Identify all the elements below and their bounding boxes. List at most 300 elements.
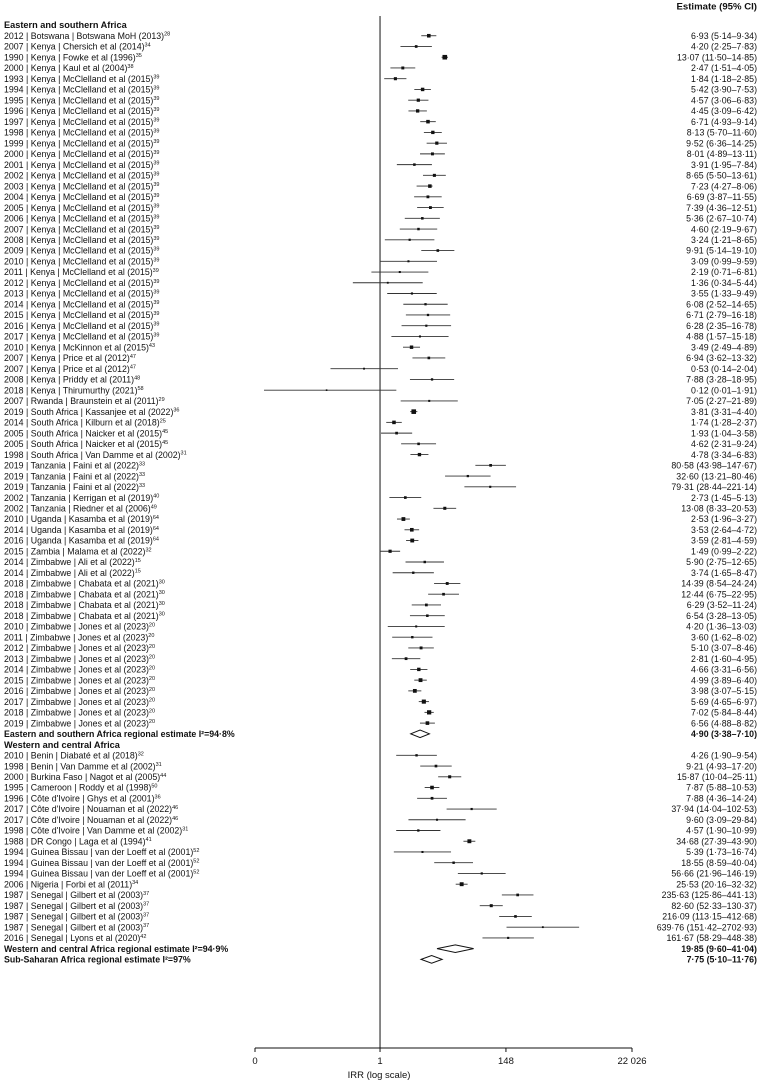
study-label: 2007 | Kenya | Price et al $(2012)^{47}$ [4,353,136,364]
study-label: 2010 | Uganda | Kasamba et al $(2019)^{64}$ [4,514,159,525]
point-estimate [417,668,420,671]
reference-superscript: 39 [152,268,159,275]
study-label: 2015 | Zimbabwe | Jones et al $(2023)^{20}$ [4,675,156,686]
estimate-value: 6·93 (5·14–9·34) [690,30,757,41]
point-estimate [514,915,517,918]
study-label: 2018 | Zimbabwe | Chabata et al $(2021)^{30}$ [4,600,165,611]
study-label: 1994 | Guinea Bissau | van der Loeff et al $(2001)^{52}$ [4,857,200,868]
reference-superscript: 37 [143,901,150,908]
reference-superscript: 20 [148,708,156,715]
estimate-value: 7·02 (5·84–8·44) [690,707,757,718]
study-label: 2014 | Uganda | Kasamba et al $(2019)^{64}$ [4,524,159,535]
point-estimate [433,174,436,177]
estimate-value: 3·81 (3·31–4·40) [690,406,757,417]
reference-superscript: 64 [152,515,159,522]
reference-superscript: 20 [148,676,156,683]
estimate-value: 6·28 (2·35–16·78) [686,320,757,331]
reference-superscript: 39 [153,289,160,296]
estimate-value: 4·88 (1·57–15·18) [686,331,757,342]
reference-superscript: 39 [153,321,160,328]
estimate-value: 15·87 (10·04–25·11) [676,772,757,782]
study-label: 1987 | Senegal | Gilbert et al $(2003)^{37}$ [4,911,150,922]
estimate-value: 79·31 (28·44–221·14) [671,482,757,493]
reference-superscript: 64 [152,536,159,543]
estimate-value: 5·90 (2·75–12·65) [686,557,757,568]
regional-diamond [437,945,474,953]
study-label: 2006 | Nigeria | Forbi et al $(2011)^{34}$ [4,879,139,890]
estimate-column-header: Estimate (95% CI) [676,1,757,13]
point-estimate [363,368,365,370]
estimate-value: 6·69 (3·87–11·55) [686,192,757,203]
point-estimate [467,475,469,477]
point-estimate [421,217,424,220]
estimate-value: 7·88 (4·36–14·24) [686,793,757,804]
reference-superscript: 31 [182,826,189,833]
study-label: 2002 | Kenya | McClelland et al $(2015)^{39}$ [4,170,160,181]
reference-superscript: 44 [160,772,167,779]
estimate-value: 9·60 (3·09–29·84) [686,814,757,825]
reference-superscript: 52 [193,847,200,854]
point-estimate [460,882,464,886]
study-label: 2019 | South Africa | Kassanjee et al $(2022)^{36}$ [4,406,180,417]
estimate-value: 9·52 (6·36–14·25) [686,138,757,149]
study-label: 2012 | Kenya | McClelland et al $(2015)^{39}$ [4,277,160,288]
estimate-value: 18·55 (8·59–40·04) [681,857,757,868]
estimate-value: 4·26 (1·90–9·54) [690,750,757,761]
reference-superscript: 47 [129,364,136,371]
point-estimate [428,400,430,402]
reference-superscript: 39 [153,74,160,81]
estimate-value: 161·67 (58·29–448·38) [666,933,757,944]
estimate-value: 9·91 (5·14–19·10) [686,245,757,256]
point-estimate [443,507,446,510]
reference-superscript: 28 [164,31,171,38]
estimate-value: 5·39 (1·73–16·74) [686,847,757,858]
estimate-value: 1·93 (1·04–3·58) [690,428,757,439]
reference-superscript: 40 [153,493,160,500]
regional-estimate-label: Sub-Saharan Africa regional estimate I²=97% [4,954,191,965]
reference-superscript: 39 [153,203,160,210]
reference-superscript: 39 [153,192,160,199]
study-label: 1993 | Kenya | McClelland et al $(2015)^{39}$ [4,73,160,84]
point-estimate [413,689,417,693]
reference-superscript: 20 [148,697,156,704]
reference-superscript: 39 [153,171,160,178]
estimate-value: 3·49 (2·49–4·89) [690,342,757,353]
point-estimate [422,700,426,704]
reference-superscript: 50 [151,783,158,790]
estimate-value: 32·60 (13·21–80·46) [676,471,757,482]
point-estimate [394,77,397,80]
study-label: 1999 | Kenya | McClelland et al $(2015)^{39}$ [4,138,160,149]
reference-superscript: 32 [137,751,144,758]
study-label: 1994 | Guinea Bissau | van der Loeff et al $(2001)^{52}$ [4,868,200,879]
reference-superscript: 20 [148,643,156,650]
point-estimate [427,195,430,198]
estimate-value: 2·19 (0·71–6·81) [690,267,757,278]
point-estimate [412,572,414,574]
forest-rows [4,16,757,1048]
reference-superscript: 64 [152,525,159,532]
estimate-value: 3·55 (1·33–9·49) [690,288,757,299]
point-estimate [435,142,438,145]
point-estimate [467,839,471,843]
x-tick-label: 22 026 [617,1056,647,1067]
point-estimate [427,34,431,38]
estimate-value: 235·63 (125·86–441·13) [661,890,757,901]
study-label: 1988 | DR Congo | Laga et al $(1994)^{41}$ [4,836,152,847]
reference-superscript: 30 [158,579,165,586]
estimate-value: 4·20 (1·36–13·03) [686,621,757,632]
point-estimate [481,872,483,874]
point-estimate [419,678,423,682]
regional-estimate-value: 19·85 (9·60–41·04) [681,943,757,954]
study-label: 2014 | Zimbabwe | Ali et al $(2022)^{15}$ [4,567,141,578]
study-label: 2013 | Kenya | McClelland et al $(2015)^{39}$ [4,288,160,299]
study-label: 2008 | Kenya | Priddy et al $(2011)^{48}$ [4,374,141,385]
study-label: 1994 | Guinea Bissau | van der Loeff et al $(2001)^{52}$ [4,847,200,858]
reference-superscript: 39 [153,149,160,156]
estimate-value: 3·53 (2·64–4·72) [690,524,757,535]
study-label: 2017 | Zimbabwe | Jones et al $(2023)^{20}$ [4,696,156,707]
point-estimate [431,797,434,800]
study-label: 2005 | South Africa | Naicker et al $(2015)^{45}$ [4,439,169,450]
study-label: 2014 | Kenya | McClelland et al $(2015)^{39}$ [4,299,160,310]
point-estimate [471,808,473,810]
reference-superscript: 39 [153,332,160,339]
reference-superscript: 29 [158,396,165,403]
estimate-value: 1·36 (0·34–5·44) [690,277,757,288]
reference-superscript: 39 [153,117,160,124]
estimate-value: 1·74 (1·28–2·37) [690,417,757,428]
reference-superscript: 43 [148,343,156,350]
point-estimate [426,721,430,725]
regional-diamond [411,730,430,738]
point-estimate [427,314,429,316]
point-estimate [417,99,420,102]
estimate-value: 4·57 (3·06–6·83) [690,95,757,106]
estimate-value: 37·94 (14·04–102·53) [671,804,757,815]
regional-diamond [421,956,442,964]
reference-superscript: 34 [132,880,139,887]
study-label: 2002 | Tanzania | Riedner et al $(2006)^{49}$ [4,503,157,514]
estimate-value: 13·08 (8·33–20·53) [681,503,757,514]
study-label: 1990 | Kenya | Fowke et al $(1996)^{35}$ [4,52,142,63]
estimate-value: 25·53 (20·16–32·32) [676,879,757,890]
study-label: 2010 | Benin | Diabaté et al $(2018)^{32}$ [4,750,144,761]
reference-superscript: 39 [153,96,160,103]
point-estimate [428,357,431,360]
reference-superscript: 37 [143,923,150,930]
estimate-value: 8·01 (4·89–13·11) [686,149,757,160]
reference-superscript: 20 [148,654,156,661]
study-label: 1987 | Senegal | Gilbert et al $(2003)^{37}$ [4,922,150,933]
reference-superscript: 32 [145,547,152,554]
reference-superscript: 35 [135,53,142,60]
reference-superscript: 48 [134,375,141,382]
point-estimate [425,325,427,327]
point-estimate [407,260,409,262]
estimate-value: 6·29 (3·52–11·24) [686,600,757,611]
estimate-value: 56·66 (21·96–146·19) [671,868,757,879]
point-estimate [410,345,413,348]
study-label: 2019 | Tanzania | Faini et al $(2022)^{33}$ [4,471,146,482]
point-estimate [489,464,492,467]
study-label: 2011 | Kenya | McClelland et al $(2015)^{39}$ [4,267,159,278]
point-estimate [411,292,413,294]
study-label: 2007 | Kenya | Price et al $(2012)^{47}$ [4,363,136,374]
study-label: 2018 | Zimbabwe | Chabata et al $(2021)^{30}$ [4,610,165,621]
study-label: 2001 | Kenya | McClelland et al $(2015)^{39}$ [4,159,160,170]
reference-superscript: 39 [153,246,160,253]
estimate-value: 14·39 (8·54–24·24) [681,578,757,589]
estimate-value: 5·69 (4·65–6·97) [690,696,757,707]
reference-superscript: 49 [150,504,157,511]
point-estimate [448,775,451,778]
study-label: 2005 | South Africa | Naicker et al $(2015)^{45}$ [4,428,169,439]
study-label: 2008 | Kenya | McClelland et al $(2015)^{39}$ [4,235,160,245]
reference-superscript: 25 [159,418,166,425]
reference-superscript: 45 [162,439,169,446]
point-estimate [426,614,429,617]
x-axis [252,1048,646,1067]
point-estimate [392,421,396,425]
point-estimate [404,496,407,499]
estimate-value: 6·94 (3·62–13·32) [686,353,757,364]
study-label: 2013 | Zimbabwe | Jones et al $(2023)^{20}$ [4,653,156,664]
reference-superscript: 33 [138,472,146,479]
regional-estimate-value: 4·90 (3·38–7·10) [690,729,757,740]
point-estimate [430,786,434,790]
reference-superscript: 37 [143,890,150,897]
reference-superscript: 30 [158,600,165,607]
study-label: 2010 | Kenya | McClelland et al $(2015)^{39}$ [4,256,160,267]
point-estimate [516,894,519,897]
study-label: 2006 | Kenya | McClelland et al $(2015)^{39}$ [4,213,160,224]
point-estimate [419,335,421,337]
estimate-value: 6·56 (4·88–8·82) [690,718,757,729]
reference-superscript: 31 [180,450,187,457]
estimate-value: 639·76 (151·42–2702·93) [656,922,757,933]
point-estimate [411,636,413,638]
study-label: 1987 | Senegal | Gilbert et al $(2003)^{37}$ [4,900,150,911]
study-label: 1998 | Benin | Van Damme et al $(2002)^{31}$ [4,761,162,772]
study-label: 2018 | Zimbabwe | Chabata et al $(2021)^{30}$ [4,589,165,600]
point-estimate [415,45,418,48]
point-estimate [395,432,398,435]
estimate-value: 6·71 (2·79–16·18) [686,310,757,321]
point-estimate [542,926,544,928]
point-estimate [431,131,434,134]
point-estimate [416,109,419,112]
estimate-value: 216·09 (113·15–412·68) [662,911,757,922]
point-estimate [402,517,406,521]
point-estimate [490,904,493,907]
point-estimate [399,271,401,273]
reference-superscript: 39 [153,257,160,264]
study-label: 2014 | Zimbabwe | Jones et al $(2023)^{20}$ [4,664,156,675]
estimate-value: 7·23 (4·27–8·06) [690,181,757,192]
estimate-value: 6·71 (4·93–9·14) [690,116,757,127]
point-estimate [442,55,447,60]
reference-superscript: 39 [153,225,160,232]
study-label: 2012 | Zimbabwe | Jones et al $(2023)^{20}$ [4,643,156,654]
reference-superscript: 39 [153,128,160,135]
point-estimate [411,409,416,414]
point-estimate [426,120,430,124]
estimate-value: 2·73 (1·45–5·13) [690,492,757,503]
study-label: 2011 | Zimbabwe | Jones et al $(2023)^{20}$ [4,632,155,643]
study-label: 1994 | Kenya | McClelland et al $(2015)^{39}$ [4,84,160,95]
point-estimate [428,184,432,188]
study-label: 2009 | Kenya | McClelland et al $(2015)^{39}$ [4,245,160,256]
study-label: 2010 | Kenya | McKinnon et al $(2015)^{43}$ [4,342,156,353]
point-estimate [431,152,434,155]
estimate-value: 6·08 (2·52–14·65) [686,299,757,310]
estimate-value: 4·45 (3·09–6·42) [690,106,757,117]
estimate-value: 1·84 (1·18–2·85) [690,73,757,84]
estimate-value: 5·10 (3·07–8·46) [690,643,757,654]
point-estimate [424,561,426,563]
reference-superscript: 30 [158,611,165,618]
point-estimate [442,593,445,596]
estimate-value: 2·53 (1·96–3·27) [690,514,757,525]
estimate-value: 3·24 (1·21–8·65) [690,235,757,245]
regional-estimate-label: Eastern and southern Africa regional estimate I²=94·8% [4,729,235,740]
point-estimate [437,249,440,252]
study-label: 2015 | Kenya | McClelland et al $(2015)^{39}$ [4,310,160,321]
study-label: 2016 | Zimbabwe | Jones et al $(2023)^{20}$ [4,686,156,697]
estimate-value: 0·53 (0·14–2·04) [690,363,757,374]
study-label: 2000 | Burkina Faso | Nagot et al $(2005)^{44}$ [4,772,167,782]
estimate-value: 4·62 (2·31–9·24) [690,439,757,450]
section-heading: Eastern and southern Africa [4,20,127,31]
estimate-value: 8·13 (5·70–11·60) [686,127,757,138]
study-label: 1998 | Kenya | McClelland et al $(2015)^{39}$ [4,127,160,138]
study-label: 1995 | Cameroon | Roddy et al $(1998)^{50}$ [4,782,158,793]
reference-superscript: 41 [145,837,152,844]
estimate-value: 9·21 (4·93–17·20) [686,761,757,772]
estimate-value: 13·07 (11·50–14·85) [676,52,757,63]
estimate-value: 1·49 (0·99–2·22) [690,546,757,557]
point-estimate [415,754,417,756]
study-label: 2019 | Tanzania | Faini et al $(2022)^{33}$ [4,482,146,493]
study-label: 2015 | Zambia | Malama et al $(2022)^{32}$ [4,546,152,557]
estimate-value: 5·42 (3·90–7·53) [690,84,757,95]
point-estimate [418,453,421,456]
reference-superscript: 38 [127,63,134,70]
reference-superscript: 39 [153,278,160,285]
study-label: 2005 | Kenya | McClelland et al $(2015)^{39}$ [4,202,160,213]
reference-superscript: 39 [153,160,160,167]
study-label: 2010 | Zimbabwe | Jones et al $(2023)^{20}$ [4,621,156,632]
study-label: 2016 | Kenya | McClelland et al $(2015)^{39}$ [4,320,160,331]
estimate-value: 8·65 (5·50–13·61) [686,170,757,181]
estimate-value: 7·87 (5·88–10·53) [686,782,757,793]
point-estimate [417,443,420,446]
study-label: 2000 | Kenya | McClelland et al $(2015)^{39}$ [4,149,160,160]
estimate-value: 4·60 (2·19–9·67) [690,224,757,235]
section-heading: Western and central Africa [4,739,120,750]
regional-estimate-value: 7·75 (5·10–11·76) [686,954,757,965]
estimate-value: 12·44 (6·75–22·95) [681,589,757,600]
study-label: 2019 | Zimbabwe | Jones et al $(2023)^{20}$ [4,718,156,729]
point-estimate [425,604,428,607]
point-estimate [410,528,414,532]
study-label: 2018 | Zimbabwe | Chabata et al $(2021)^{30}$ [4,578,165,589]
study-label: 1997 | Kenya | McClelland et al $(2015)^{39}$ [4,116,160,127]
point-estimate [401,66,404,69]
reference-superscript: 39 [153,182,160,189]
point-estimate [421,88,424,91]
x-axis-label: IRR (log scale) [347,1070,411,1081]
reference-superscript: 39 [153,235,160,242]
reference-superscript: 15 [134,568,141,575]
reference-superscript: 58 [137,386,144,393]
point-estimate [388,550,391,553]
reference-superscript: 20 [148,686,156,693]
study-label: 2012 | Botswana | Botswana MoH $(2013)^{28}$ [4,30,171,41]
reference-superscript: 31 [155,762,162,769]
study-label: 2014 | South Africa | Kilburn et al $(2018)^{25}$ [4,417,166,428]
study-label: 2018 | Zimbabwe | Jones et al $(2023)^{20}$ [4,707,156,718]
reference-superscript: 20 [148,719,156,726]
reference-superscript: 20 [148,622,156,629]
point-estimate [429,206,432,209]
point-estimate [427,710,431,714]
reference-superscript: 45 [162,429,169,436]
point-estimate [436,819,438,821]
x-tick-label: 148 [498,1056,514,1067]
reference-superscript: 20 [148,665,156,672]
estimate-value: 3·74 (1·65–8·47) [690,567,757,578]
estimate-value: 2·47 (1·51–4·05) [690,63,757,74]
estimate-value: 3·91 (1·95–7·84) [690,159,757,170]
reference-superscript: 39 [153,300,160,307]
reference-superscript: 46 [172,805,179,812]
estimate-value: 7·39 (4·36–12·51) [686,202,757,213]
reference-superscript: 36 [154,794,161,801]
reference-superscript: 33 [138,482,146,489]
reference-superscript: 36 [173,407,180,414]
estimate-value: 7·05 (2·27–21·89) [686,396,757,407]
estimate-value: 4·20 (2·25–7·83) [690,41,757,52]
point-estimate [424,303,426,305]
study-label: 2007 | Kenya | Chersich et al $(2014)^{34}$ [4,41,151,52]
study-label: 1996 | Côte d'Ivoire | Ghys et al $(2001)^{36}$ [4,793,161,804]
x-tick-label: 0 [252,1056,258,1067]
point-estimate [417,228,419,230]
study-label: 2017 | Kenya | McClelland et al $(2015)^{39}$ [4,331,160,342]
x-tick-label: 1 [377,1056,383,1067]
reference-superscript: 39 [153,214,160,221]
point-estimate [435,765,438,768]
point-estimate [326,389,328,391]
study-label: 1996 | Kenya | McClelland et al $(2015)^{39}$ [4,106,160,117]
reference-superscript: 52 [193,869,200,876]
estimate-value: 2·81 (1·60–4·95) [690,653,757,664]
study-label: 2004 | Kenya | McClelland et al $(2015)^{39}$ [4,192,160,203]
reference-superscript: 39 [153,139,160,146]
reference-superscript: 20 [148,633,155,640]
point-estimate [415,625,417,627]
study-label: 1998 | Côte d'Ivoire | Van Damme et al $(2002)^{31}$ [4,825,189,836]
study-label: 1987 | Senegal | Gilbert et al $(2003)^{37}$ [4,890,150,901]
reference-superscript: 47 [129,353,136,360]
estimate-value: 5·36 (2·67–10·74) [686,213,757,224]
point-estimate [410,539,414,543]
point-estimate [405,657,408,660]
